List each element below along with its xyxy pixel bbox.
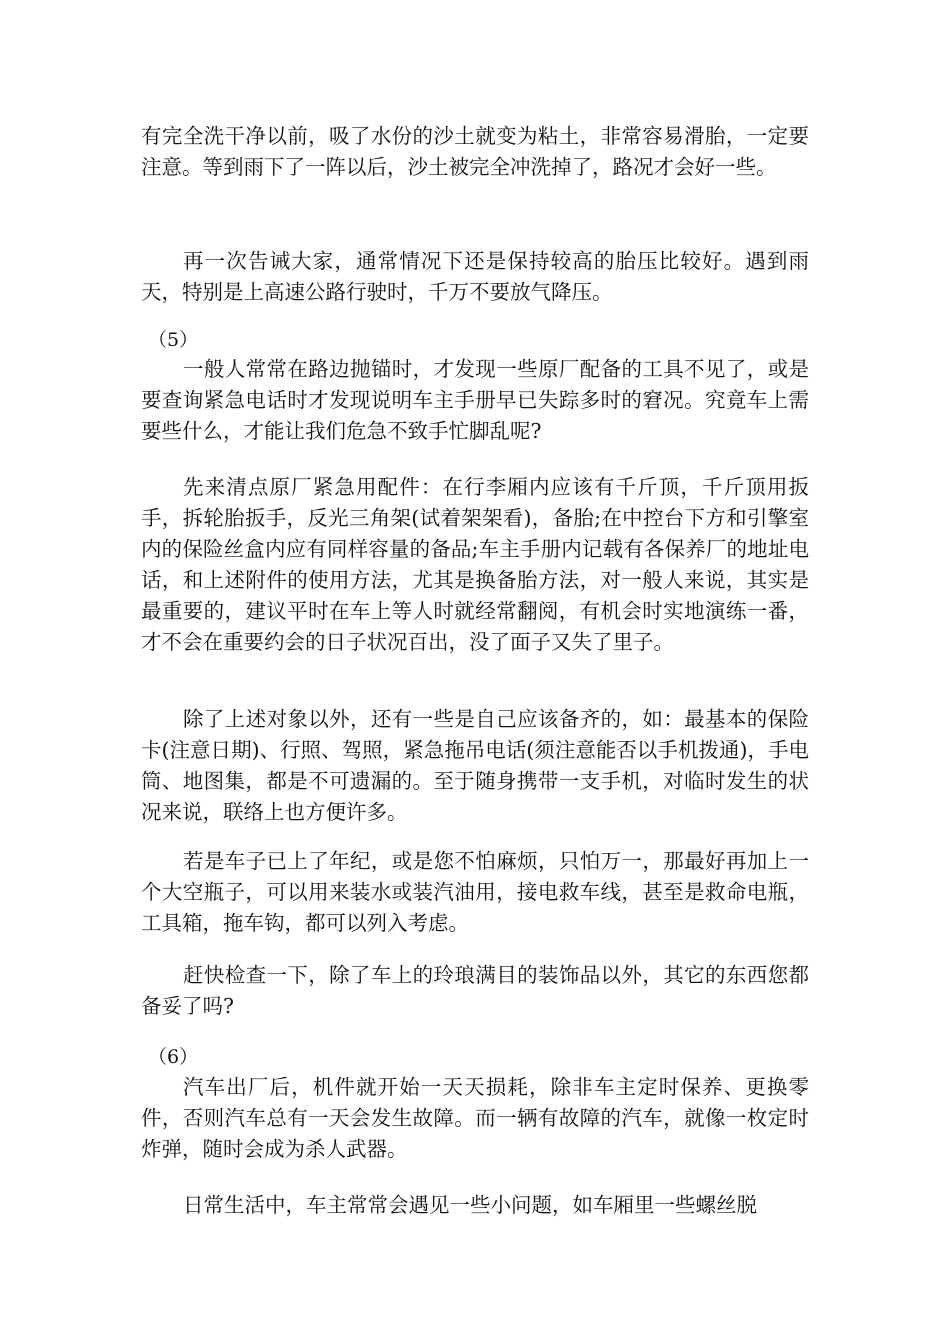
- paragraph-tire-pressure-advice: 再一次告诫大家，通常情况下还是保持较高的胎压比较好。遇到雨天，特别是上高速公路行驶时，千万不要放气降压。: [141, 249, 809, 304]
- paragraph-extra-equipment: 若是车子已上了年纪，或是您不怕麻烦，只怕万一，那最好再加上一个大空瓶子，可以用来装水或装汽油用，接电救车线，甚至是救命电瓶，工具箱，拖车钩，都可以列入考虑。: [141, 849, 809, 935]
- section-label-5: （5）: [148, 329, 199, 351]
- paragraph-check-reminder: 赶快检查一下，除了车上的玲琅满目的装饰品以外，其它的东西您都备妥了吗?: [141, 963, 809, 1018]
- paragraph-continued: 有完全洗干净以前，吸了水份的沙土就变为粘土，非常容易滑胎，一定要注意。等到雨下了一阵以后，沙土被完全冲洗掉了，路况才会好一些。: [141, 124, 809, 179]
- paragraph-breakdown-intro: 一般人常常在路边抛锚时，才发现一些原厂配备的工具不见了，或是要查询紧急电话时才发现说明车主手册早已失踪多时的窘况。究竟车上需要些什么，才能让我们危急不致手忙脚乱呢?: [141, 357, 809, 443]
- paragraph-car-wear: 汽车出厂后，机件就开始一天天损耗，除非车主定时保养、更换零件，否则汽车总有一天会发生故障。而一辆有故障的汽车，就像一枚定时炸弹，随时会成为杀人武器。: [141, 1075, 809, 1161]
- paragraph-personal-items: 除了上述对象以外，还有一些是自己应该备齐的，如：最基本的保险卡(注意日期)、行照、驾照，紧急拖吊电话(须注意能否以手机拨通)，手电筒、地图集，都是不可遗漏的。至于随身携带一支手机，对临时发生的状况来说，联络上也方便许多。: [141, 707, 809, 824]
- paragraph-factory-emergency-kit: 先来清点原厂紧急用配件：在行李厢内应该有千斤顶，千斤顶用扳手，拆轮胎扳手，反光三角架(试着架架看)，备胎;在中控台下方和引擎室内的保险丝盒内应有同样容量的备品;车主手册内记载有各保养厂的地址电话，和上述附件的使用方法，尤其是换备胎方法，对一般人来说，其实是最重要的，建议平时在车上等人时就经常翻阅，有机会时实地演练一番，才不会在重要约会的日子状况百出，没了面子又失了里子。: [141, 475, 809, 654]
- paragraph-daily-problems: 日常生活中，车主常常会遇见一些小问题，如车厢里一些螺丝脱: [183, 1193, 757, 1217]
- section-label-6: （6）: [148, 1046, 199, 1068]
